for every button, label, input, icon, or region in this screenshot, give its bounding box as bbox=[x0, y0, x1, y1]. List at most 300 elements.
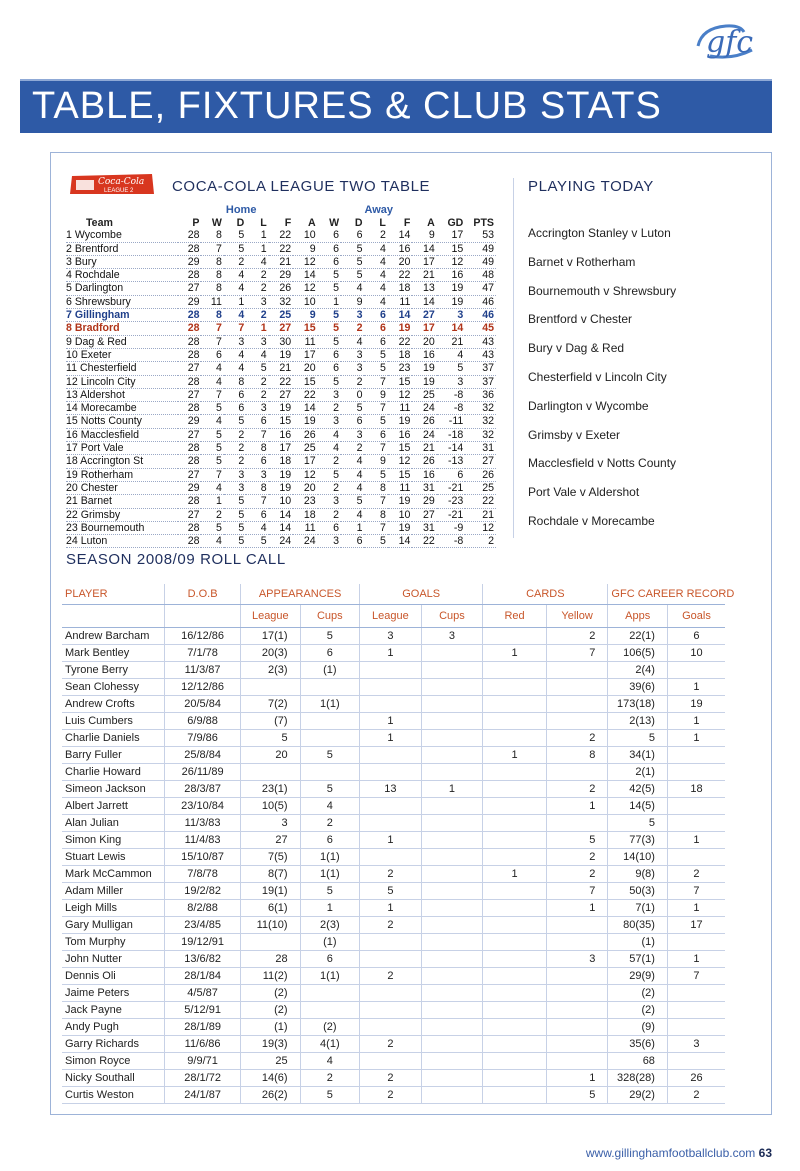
stat-cell: 3 bbox=[318, 388, 341, 401]
stat-cell: 24 bbox=[293, 535, 317, 548]
yellow-cards: 2 bbox=[546, 730, 608, 747]
cup-apps bbox=[300, 764, 360, 781]
stat-cell: 4 bbox=[201, 362, 223, 375]
stat-cell: 8 bbox=[246, 481, 268, 494]
league-row bbox=[66, 229, 496, 242]
player-name: Charlie Daniels bbox=[62, 730, 165, 747]
group-appearances: APPEARANCES bbox=[241, 584, 360, 605]
career-goals: 3 bbox=[667, 1036, 725, 1053]
stat-cell: 7 bbox=[201, 242, 223, 255]
fixture-item: Barnet v Rotherham bbox=[528, 254, 636, 269]
red-cards bbox=[483, 662, 547, 679]
stat-cell: 8 bbox=[364, 508, 387, 521]
stat-cell: 2 bbox=[201, 508, 223, 521]
team-name: 1 Wycombe bbox=[66, 229, 178, 242]
stat-cell: 5 bbox=[318, 309, 341, 322]
player-name: Mark Bentley bbox=[62, 645, 165, 662]
league-apps: 7(5) bbox=[241, 849, 301, 866]
stat-cell: 22 bbox=[388, 269, 412, 282]
player-dob: 28/1/84 bbox=[165, 968, 241, 985]
stat-cell: 15 bbox=[293, 322, 317, 335]
stat-cell: 19 bbox=[437, 282, 466, 295]
col-pts: PTS bbox=[473, 217, 494, 229]
career-goals: 1 bbox=[667, 730, 725, 747]
cup-apps: 1(1) bbox=[300, 968, 360, 985]
col-home-f: F bbox=[284, 217, 292, 229]
league-goals: 5 bbox=[360, 883, 422, 900]
player-name: Alan Julian bbox=[62, 815, 165, 832]
player-dob: 11/4/83 bbox=[165, 832, 241, 849]
stat-cell: 4 bbox=[364, 242, 387, 255]
stat-cell: -23 bbox=[437, 495, 466, 508]
cup-apps: 5 bbox=[300, 747, 360, 764]
stat-cell: 21 bbox=[437, 335, 466, 348]
league-row bbox=[66, 535, 496, 548]
player-name: Luis Cumbers bbox=[62, 713, 165, 730]
stat-cell: 8 bbox=[201, 282, 223, 295]
stat-cell: 18 bbox=[388, 348, 412, 361]
career-goals: 18 bbox=[667, 781, 725, 798]
player-dob: 25/8/84 bbox=[165, 747, 241, 764]
stat-cell: 6 bbox=[364, 309, 387, 322]
stat-cell: 13 bbox=[412, 282, 436, 295]
team-name: 2 Brentford bbox=[66, 242, 178, 255]
stat-cell: 27 bbox=[269, 322, 293, 335]
player-dob: 4/5/87 bbox=[165, 985, 241, 1002]
stat-cell: 6 bbox=[364, 322, 387, 335]
league-row bbox=[66, 295, 496, 308]
stat-cell: 43 bbox=[465, 335, 496, 348]
cup-apps: 5 bbox=[300, 1087, 360, 1104]
cup-goals bbox=[421, 645, 483, 662]
player-row bbox=[62, 679, 725, 696]
stat-cell: 14 bbox=[293, 402, 317, 415]
league-row bbox=[66, 309, 496, 322]
stat-cell: 17 bbox=[412, 255, 436, 268]
cup-goals bbox=[421, 730, 483, 747]
cup-goals bbox=[421, 883, 483, 900]
stat-cell: 5 bbox=[318, 335, 341, 348]
stat-cell: 3 bbox=[341, 428, 364, 441]
league-apps bbox=[241, 679, 301, 696]
player-dob: 11/3/87 bbox=[165, 662, 241, 679]
col-away-w: W bbox=[329, 217, 340, 229]
stat-cell: 8 bbox=[201, 269, 223, 282]
career-apps: 9(8) bbox=[608, 866, 668, 883]
stat-cell: 27 bbox=[412, 508, 436, 521]
fixture-item: Chesterfield v Lincoln City bbox=[528, 369, 667, 384]
player-name: Simon King bbox=[62, 832, 165, 849]
stat-cell: 12 bbox=[437, 255, 466, 268]
stat-cell: 1 bbox=[224, 295, 246, 308]
yellow-cards bbox=[546, 917, 608, 934]
league-row bbox=[66, 388, 496, 401]
red-cards bbox=[483, 883, 547, 900]
stat-cell: 12 bbox=[388, 455, 412, 468]
player-dob: 7/1/78 bbox=[165, 645, 241, 662]
stat-cell: 3 bbox=[341, 309, 364, 322]
cup-apps: 1(1) bbox=[300, 849, 360, 866]
league-apps: 11(2) bbox=[241, 968, 301, 985]
stat-cell: 26 bbox=[412, 455, 436, 468]
career-goals bbox=[667, 1002, 725, 1019]
stat-cell: 27 bbox=[178, 508, 201, 521]
cup-goals bbox=[421, 1002, 483, 1019]
stat-cell: 4 bbox=[341, 468, 364, 481]
stat-cell: 28 bbox=[178, 521, 201, 534]
stat-cell: 19 bbox=[388, 322, 412, 335]
team-name: 20 Chester bbox=[66, 481, 178, 494]
league-goals bbox=[360, 1002, 422, 1019]
stat-cell: 17 bbox=[437, 229, 466, 242]
player-name: John Nutter bbox=[62, 951, 165, 968]
red-cards bbox=[483, 815, 547, 832]
league-goals bbox=[360, 815, 422, 832]
league-goals bbox=[360, 849, 422, 866]
stat-cell: 22 bbox=[293, 388, 317, 401]
stat-cell: 10 bbox=[388, 508, 412, 521]
league-row bbox=[66, 468, 496, 481]
stat-cell: 15 bbox=[388, 375, 412, 388]
career-apps: 80(35) bbox=[608, 917, 668, 934]
stat-cell: 1 bbox=[341, 521, 364, 534]
col-played: P bbox=[192, 217, 200, 229]
stat-cell: 8 bbox=[201, 255, 223, 268]
col-away-a: A bbox=[427, 217, 435, 229]
stat-cell: 2 bbox=[465, 535, 496, 548]
player-dob: 11/6/86 bbox=[165, 1036, 241, 1053]
page-number: 63 bbox=[758, 1146, 772, 1160]
stat-cell: 6 bbox=[341, 229, 364, 242]
yellow-cards: 1 bbox=[546, 1070, 608, 1087]
stat-cell: 30 bbox=[269, 335, 293, 348]
career-goals: 1 bbox=[667, 900, 725, 917]
league-goals: 2 bbox=[360, 866, 422, 883]
cup-goals bbox=[421, 900, 483, 917]
yellow-cards: 1 bbox=[546, 900, 608, 917]
career-apps: 42(5) bbox=[608, 781, 668, 798]
career-goals: 10 bbox=[667, 645, 725, 662]
stat-cell: 20 bbox=[293, 362, 317, 375]
stat-cell: 22 bbox=[269, 242, 293, 255]
sub-career-goals: Goals bbox=[667, 605, 725, 628]
league-goals bbox=[360, 696, 422, 713]
fixture-item: Darlington v Wycombe bbox=[528, 398, 649, 413]
player-row bbox=[62, 764, 725, 781]
group-dob: D.O.B bbox=[165, 584, 241, 605]
stat-cell: 1 bbox=[318, 295, 341, 308]
stat-cell: 11 bbox=[388, 402, 412, 415]
stat-cell: 18 bbox=[388, 282, 412, 295]
stat-cell: 49 bbox=[465, 255, 496, 268]
roll-group-header bbox=[62, 584, 725, 605]
stat-cell: 4 bbox=[201, 415, 223, 428]
stat-cell: 25 bbox=[269, 309, 293, 322]
cup-apps: 2 bbox=[300, 1070, 360, 1087]
career-apps: 35(6) bbox=[608, 1036, 668, 1053]
stat-cell: 4 bbox=[341, 335, 364, 348]
stat-cell: 29 bbox=[412, 495, 436, 508]
stat-cell: 4 bbox=[437, 348, 466, 361]
stat-cell: 2 bbox=[318, 481, 341, 494]
cup-goals bbox=[421, 662, 483, 679]
red-cards bbox=[483, 628, 547, 645]
league-apps: (2) bbox=[241, 1002, 301, 1019]
red-cards bbox=[483, 900, 547, 917]
cup-goals bbox=[421, 1053, 483, 1070]
sub-cups-goals: Cups bbox=[421, 605, 483, 628]
player-dob: 13/6/82 bbox=[165, 951, 241, 968]
cup-goals bbox=[421, 1019, 483, 1036]
cup-goals bbox=[421, 1036, 483, 1053]
stat-cell: 7 bbox=[364, 495, 387, 508]
career-goals: 1 bbox=[667, 832, 725, 849]
stat-cell: 2 bbox=[318, 508, 341, 521]
stat-cell: 3 bbox=[341, 348, 364, 361]
team-name: 7 Gillingham bbox=[66, 309, 178, 322]
league-goals: 1 bbox=[360, 900, 422, 917]
stat-cell: 5 bbox=[201, 442, 223, 455]
stat-cell: 5 bbox=[246, 362, 268, 375]
player-dob: 7/8/78 bbox=[165, 866, 241, 883]
player-dob: 15/10/87 bbox=[165, 849, 241, 866]
red-cards bbox=[483, 1019, 547, 1036]
career-apps: 29(9) bbox=[608, 968, 668, 985]
stat-cell: 5 bbox=[341, 495, 364, 508]
career-apps: 7(1) bbox=[608, 900, 668, 917]
cup-apps bbox=[300, 679, 360, 696]
stat-cell: 26 bbox=[412, 415, 436, 428]
league-row bbox=[66, 481, 496, 494]
league-apps: 19(1) bbox=[241, 883, 301, 900]
stat-cell: 16 bbox=[412, 468, 436, 481]
team-name: 14 Morecambe bbox=[66, 402, 178, 415]
stat-cell: 28 bbox=[178, 495, 201, 508]
stat-cell: 12 bbox=[388, 388, 412, 401]
stat-cell: 2 bbox=[246, 282, 268, 295]
stat-cell: 27 bbox=[178, 362, 201, 375]
stat-cell: 29 bbox=[178, 415, 201, 428]
stat-cell: 19 bbox=[269, 481, 293, 494]
stat-cell: -18 bbox=[437, 428, 466, 441]
player-row bbox=[62, 1002, 725, 1019]
stat-cell: 3 bbox=[341, 362, 364, 375]
red-cards bbox=[483, 849, 547, 866]
cup-apps: 1 bbox=[300, 900, 360, 917]
stat-cell: 2 bbox=[318, 402, 341, 415]
player-name: Albert Jarrett bbox=[62, 798, 165, 815]
career-goals bbox=[667, 798, 725, 815]
stat-cell: 22 bbox=[412, 535, 436, 548]
stat-cell: 47 bbox=[465, 282, 496, 295]
group-cards: CARDS bbox=[483, 584, 608, 605]
stat-cell: 28 bbox=[178, 375, 201, 388]
red-cards bbox=[483, 798, 547, 815]
footer bbox=[586, 1146, 772, 1160]
league-apps: 8(7) bbox=[241, 866, 301, 883]
yellow-cards bbox=[546, 662, 608, 679]
cup-goals: 3 bbox=[421, 628, 483, 645]
league-apps: 5 bbox=[241, 730, 301, 747]
cup-goals bbox=[421, 832, 483, 849]
team-name: 15 Notts County bbox=[66, 415, 178, 428]
league-goals: 1 bbox=[360, 832, 422, 849]
career-goals: 26 bbox=[667, 1070, 725, 1087]
yellow-cards bbox=[546, 713, 608, 730]
col-home-l: L bbox=[260, 217, 267, 229]
col-home-d: D bbox=[236, 217, 245, 229]
career-goals: 1 bbox=[667, 679, 725, 696]
stat-cell: 11 bbox=[388, 481, 412, 494]
league-row bbox=[66, 269, 496, 282]
stat-cell: 15 bbox=[437, 242, 466, 255]
cup-goals bbox=[421, 798, 483, 815]
stat-cell: -14 bbox=[437, 442, 466, 455]
league-apps: 23(1) bbox=[241, 781, 301, 798]
career-apps: (9) bbox=[608, 1019, 668, 1036]
stat-cell: 20 bbox=[388, 255, 412, 268]
career-apps: 77(3) bbox=[608, 832, 668, 849]
stat-cell: 28 bbox=[178, 242, 201, 255]
team-name: 17 Port Vale bbox=[66, 442, 178, 455]
player-name: Barry Fuller bbox=[62, 747, 165, 764]
career-apps: 2(4) bbox=[608, 662, 668, 679]
league-apps: 3 bbox=[241, 815, 301, 832]
stat-cell: 25 bbox=[412, 388, 436, 401]
yellow-cards bbox=[546, 985, 608, 1002]
stat-cell: 2 bbox=[341, 442, 364, 455]
league-goals bbox=[360, 985, 422, 1002]
stat-cell: 28 bbox=[178, 309, 201, 322]
stat-cell: 21 bbox=[269, 362, 293, 375]
stat-cell: 6 bbox=[341, 535, 364, 548]
career-apps: 328(28) bbox=[608, 1070, 668, 1087]
stat-cell: 4 bbox=[364, 255, 387, 268]
team-name: 3 Bury bbox=[66, 255, 178, 268]
stat-cell: 19 bbox=[293, 415, 317, 428]
career-apps: (2) bbox=[608, 985, 668, 1002]
player-name: Stuart Lewis bbox=[62, 849, 165, 866]
player-row bbox=[62, 815, 725, 832]
player-row bbox=[62, 849, 725, 866]
col-away-f: F bbox=[403, 217, 411, 229]
stat-cell: 8 bbox=[364, 481, 387, 494]
player-row bbox=[62, 883, 725, 900]
stat-cell: 5 bbox=[318, 468, 341, 481]
career-goals bbox=[667, 747, 725, 764]
cup-apps: 2(3) bbox=[300, 917, 360, 934]
stat-cell: 14 bbox=[412, 295, 436, 308]
stat-cell: 24 bbox=[412, 428, 436, 441]
cup-goals bbox=[421, 815, 483, 832]
career-apps: 50(3) bbox=[608, 883, 668, 900]
stat-cell: 5 bbox=[364, 468, 387, 481]
league-goals: 1 bbox=[360, 713, 422, 730]
player-name: Leigh Mills bbox=[62, 900, 165, 917]
stat-cell: 21 bbox=[465, 508, 496, 521]
red-cards bbox=[483, 730, 547, 747]
career-goals: 2 bbox=[667, 866, 725, 883]
player-dob: 20/5/84 bbox=[165, 696, 241, 713]
stat-cell: 4 bbox=[224, 309, 246, 322]
stat-cell: 7 bbox=[201, 322, 223, 335]
stat-cell: 26 bbox=[465, 468, 496, 481]
career-apps: (2) bbox=[608, 1002, 668, 1019]
stat-cell: 32 bbox=[465, 415, 496, 428]
stat-cell: 4 bbox=[364, 282, 387, 295]
red-cards bbox=[483, 968, 547, 985]
red-cards bbox=[483, 917, 547, 934]
stat-cell: 28 bbox=[178, 269, 201, 282]
stat-cell: 2 bbox=[246, 309, 268, 322]
stat-cell: 6 bbox=[246, 455, 268, 468]
stat-cell: 3 bbox=[224, 468, 246, 481]
league-row bbox=[66, 428, 496, 441]
league-row bbox=[66, 495, 496, 508]
red-cards bbox=[483, 951, 547, 968]
league-row bbox=[66, 282, 496, 295]
sub-red: Red bbox=[483, 605, 547, 628]
stat-cell: 4 bbox=[318, 442, 341, 455]
league-row bbox=[66, 335, 496, 348]
stat-cell: -8 bbox=[437, 535, 466, 548]
team-name: 13 Aldershot bbox=[66, 388, 178, 401]
player-row bbox=[62, 900, 725, 917]
cup-goals: 1 bbox=[421, 781, 483, 798]
stat-cell: 2 bbox=[246, 269, 268, 282]
col-team: Team bbox=[86, 217, 113, 229]
fixture-item: Port Vale v Aldershot bbox=[528, 485, 640, 500]
stat-cell: 2 bbox=[224, 428, 246, 441]
stat-cell: 24 bbox=[269, 535, 293, 548]
fixture-item: Accrington Stanley v Luton bbox=[528, 226, 671, 240]
stat-cell: 22 bbox=[465, 495, 496, 508]
stat-cell: 27 bbox=[465, 455, 496, 468]
stat-cell: 1 bbox=[246, 322, 268, 335]
league-apps: 10(5) bbox=[241, 798, 301, 815]
stat-cell: 10 bbox=[269, 495, 293, 508]
stat-cell: 6 bbox=[318, 348, 341, 361]
career-goals: 7 bbox=[667, 883, 725, 900]
stat-cell: 3 bbox=[318, 415, 341, 428]
league-goals bbox=[360, 662, 422, 679]
stat-cell: 11 bbox=[293, 521, 317, 534]
fixture-item: Bournemouth v Shrewsbury bbox=[528, 283, 677, 298]
red-cards bbox=[483, 985, 547, 1002]
player-row bbox=[62, 832, 725, 849]
stat-cell: -21 bbox=[437, 481, 466, 494]
team-name: 11 Chesterfield bbox=[66, 362, 178, 375]
player-dob: 9/9/71 bbox=[165, 1053, 241, 1070]
career-goals bbox=[667, 985, 725, 1002]
career-goals bbox=[667, 849, 725, 866]
stat-cell: 14 bbox=[388, 229, 412, 242]
stat-cell: 19 bbox=[269, 468, 293, 481]
col-gd: GD bbox=[447, 217, 464, 229]
stat-cell: 3 bbox=[224, 481, 246, 494]
sub-league-apps: League bbox=[241, 605, 301, 628]
player-row bbox=[62, 917, 725, 934]
stat-cell: 32 bbox=[465, 428, 496, 441]
red-cards bbox=[483, 781, 547, 798]
yellow-cards: 2 bbox=[546, 849, 608, 866]
yellow-cards: 2 bbox=[546, 628, 608, 645]
cup-apps: 5 bbox=[300, 628, 360, 645]
roll-call-title: SEASON 2008/09 ROLL CALL bbox=[66, 551, 286, 568]
title-banner bbox=[20, 79, 772, 133]
stat-cell: 11 bbox=[201, 295, 223, 308]
stat-cell: 22 bbox=[388, 335, 412, 348]
